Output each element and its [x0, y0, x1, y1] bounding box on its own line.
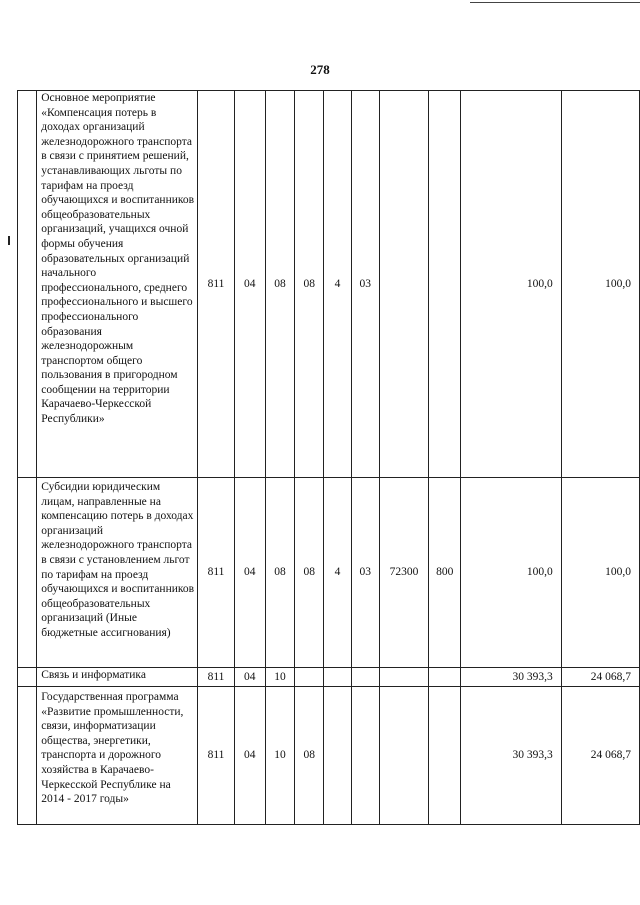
code-direction — [379, 687, 428, 825]
code-expense-type — [429, 91, 461, 478]
table-row — [18, 668, 640, 687]
code-program: 08 — [295, 91, 324, 478]
scan-edge-line — [470, 2, 640, 3]
amount-year-2: 100,0 — [561, 478, 639, 668]
margin-mark — [8, 236, 10, 245]
row-number-cell — [18, 478, 37, 668]
code-direction: 72300 — [379, 478, 428, 668]
page-number: 278 — [310, 62, 330, 77]
amount-year-1: 30 393,3 — [461, 668, 561, 687]
code-direction — [379, 668, 428, 687]
code-activity: 03 — [351, 91, 379, 478]
code-subsection: 08 — [265, 91, 294, 478]
code-activity — [351, 687, 379, 825]
code-program — [295, 668, 324, 687]
code-subprogram: 4 — [324, 91, 351, 478]
code-subsection: 08 — [265, 478, 294, 668]
code-subprogram — [324, 687, 351, 825]
code-section: 04 — [234, 687, 265, 825]
code-ministry: 811 — [198, 91, 234, 478]
row-name: Субсидии юридическим лицам, направленные на компенсацию потерь в доходах организаций железнодорожного транспорта в связи с установлением льгот по тарифам на проезд обучающихся и воспитанников общеобразовательных организаций (Иные бюджетные ассигнования) — [37, 478, 198, 668]
row-number-cell — [18, 668, 37, 687]
amount-year-2: 100,0 — [561, 91, 639, 478]
code-expense-type — [429, 668, 461, 687]
code-subprogram — [324, 668, 351, 687]
code-subsection: 10 — [265, 668, 294, 687]
row-name: Государственная программа «Развитие промышленности, связи, информатизации общества, энергетики, транспорта и дорожного хозяйства в Карачаево-Черкесской Республике на 2014 - 2017 годы» — [37, 687, 198, 825]
row-number-cell — [18, 687, 37, 825]
code-program: 08 — [295, 687, 324, 825]
code-activity: 03 — [351, 478, 379, 668]
code-program: 08 — [295, 478, 324, 668]
budget-table — [17, 90, 640, 825]
amount-year-1: 30 393,3 — [461, 687, 561, 825]
code-section: 04 — [234, 91, 265, 478]
row-name: Связь и информатика — [37, 668, 198, 687]
row-name: Основное мероприятие «Компенсация потерь в доходах организаций железнодорожного транспорта в связи с принятием решений, устанавливающих льготы по тарифам на проезд обучающихся и воспитанников общеобразовательных организаций, учащихся очной формы обучения образовательных организаций начального профессионального, среднего профессионального и высшего профессионального образования железнодорожным транспортом общего пользования в пригородном сообщении на территории Карачаево-Черкесской Республики» — [37, 91, 198, 478]
amount-year-1: 100,0 — [461, 91, 561, 478]
table-row — [18, 91, 640, 478]
code-activity — [351, 668, 379, 687]
code-expense-type — [429, 687, 461, 825]
code-subsection: 10 — [265, 687, 294, 825]
table-row — [18, 478, 640, 668]
amount-year-2: 24 068,7 — [561, 687, 639, 825]
code-section: 04 — [234, 478, 265, 668]
code-ministry: 811 — [198, 668, 234, 687]
code-section: 04 — [234, 668, 265, 687]
code-ministry: 811 — [198, 478, 234, 668]
code-direction — [379, 91, 428, 478]
amount-year-2: 24 068,7 — [561, 668, 639, 687]
code-subprogram: 4 — [324, 478, 351, 668]
amount-year-1: 100,0 — [461, 478, 561, 668]
row-number-cell — [18, 91, 37, 478]
table-row — [18, 687, 640, 825]
code-expense-type: 800 — [429, 478, 461, 668]
code-ministry: 811 — [198, 687, 234, 825]
